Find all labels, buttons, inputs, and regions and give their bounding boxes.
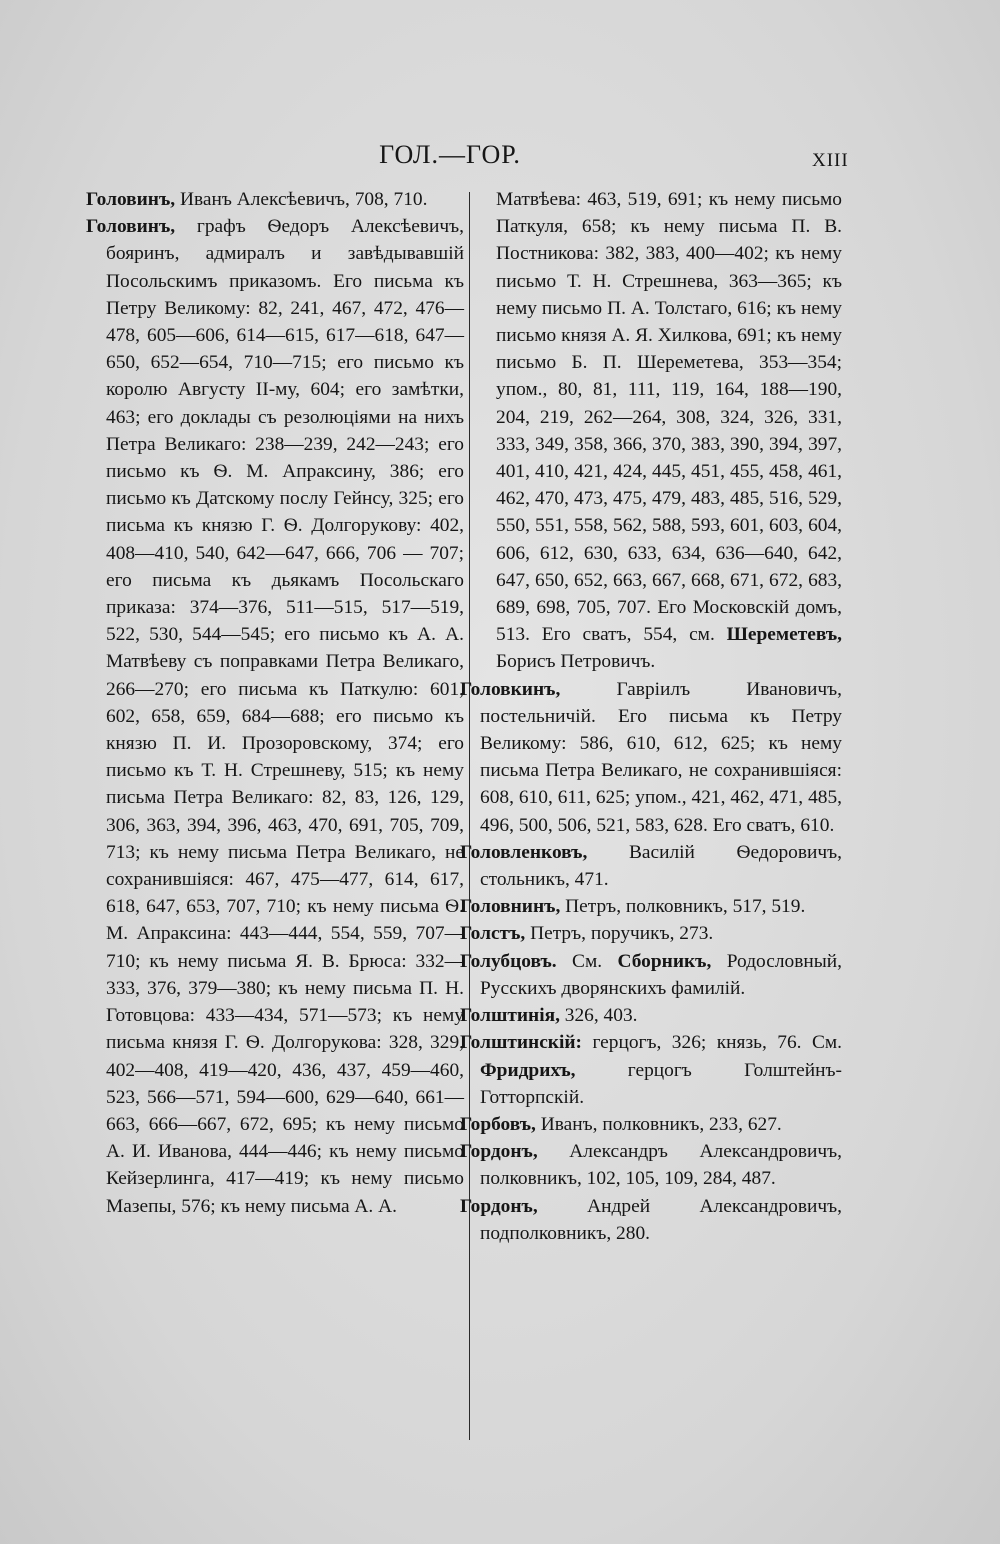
entry-heading: Горбовъ, xyxy=(460,1113,536,1135)
index-entry xyxy=(460,1002,842,1029)
entry-heading: Голштинскій: xyxy=(460,1032,582,1054)
index-entry xyxy=(460,1029,842,1111)
index-entry xyxy=(460,186,842,676)
entry-text: Петръ, полковникъ, 517, 519. xyxy=(560,896,806,918)
entry-cross-reference: Фридрихъ, xyxy=(480,1059,576,1081)
index-entry xyxy=(460,676,842,839)
entry-heading: Головинъ, xyxy=(86,189,176,210)
index-entry xyxy=(460,1111,842,1138)
index-entry xyxy=(86,186,464,213)
entry-text: См. xyxy=(556,950,618,972)
entry-text: Василій Ѳедоровичъ, стольникъ, 471. xyxy=(480,841,842,891)
entry-text: Александръ Александровичъ, полковникъ, 102, 105, 109, 284, 487. xyxy=(480,1141,842,1190)
entry-text: Петръ, поручикъ, 273. xyxy=(525,923,714,945)
entry-cross-reference: Сборникъ, xyxy=(617,950,712,972)
index-entry xyxy=(460,1193,842,1247)
running-head: ГОЛ.—ГОР. xyxy=(379,140,521,169)
entry-text: графъ Ѳедоръ Алексѣевичъ, бояринъ, адмиралъ и завѣдывавшій Посольскимъ приказомъ. Его письма къ Петру Великому: 82, 241, 467, 472, 476—478, 605—606, 614—615, 617—618, 647—650, 652—654, 710—715; его письмо къ королю Августу II-му, 604; его замѣтки, 463; его доклады съ резолюціями на нихъ Петра Великаго: 238—239, 242—243; его письмо къ Ѳ. М. Апраксину, 386; его письмо къ Датскому послу Гейнсу, 325; его письма къ князю Г. Ѳ. Долгорукову: 402, 408—410, 540, 642—647, 666, 706 — 707; его письма къ дьякамъ Посольскаго приказа: 374—376, 511—515, 517—519, 522, 530, 544—545; его письмо къ А. А. Матвѣеву съ поправками Петра Великаго, 266—270; его письма къ Паткулю: 601, 602, 658, 659, 684—688; его письмо къ князю П. И. Прозоровскому, 374; его письмо къ Т. Н. Стрешневу, 515; къ нему письма Петра Великаго: 82, 83, 126, 129, 306, 363, 394, 396, 463, 470, 691, 705, 709, 713; къ нему письма Петра Великаго, не сохранившіяся: 467, 475—477, 614, 617, 618, 647, 653, 707, 710; къ нему письма Ѳ. М. Апраксина: 443—444, 554, 559, 707—710; къ нему письма Я. В. Брюса: 332—333, 376, 379—380; къ нему письма П. Н. Готовцова: 433—434, 571—573; къ нему письма князя Г. Ѳ. Долгорукова: 328, 329, 402—408, 419—420, 436, 437, 459—460, 523, 566—571, 594—600, 629—640, 661—663, 666—667, 672, 695; къ нему письмо А. И. Иванова, 444—446; къ нему письмо Кейзерлинга, 417—419; къ нему письмо Мазепы, 576; къ нему письма А. А. xyxy=(106,216,464,1217)
entry-heading: Голстъ, xyxy=(460,923,526,945)
entry-heading: Голштинія, xyxy=(460,1005,560,1027)
index-entry xyxy=(460,1138,842,1192)
right-column xyxy=(460,186,842,1247)
page-number: XIII xyxy=(812,150,849,171)
index-entry xyxy=(460,893,842,920)
entry-text: Иванъ, полковникъ, 233, 627. xyxy=(535,1113,782,1135)
entry-text: герцогъ Голштейнъ-Готторпскій. xyxy=(480,1059,842,1108)
entry-text: Иванъ Алексѣевичъ, 708, 710. xyxy=(175,189,428,210)
entry-heading: Гордонъ, xyxy=(460,1195,538,1217)
entry-text: Матвѣева: 463, 519, 691; къ нему письмо Паткуля, 658; къ нему письма П. В. Постникова: 382, 383, 400—402; къ нему письмо Т. Н. Стрешнева, 363—365; къ нему письмо П. А. Толстаго, 616; къ нему письмо князя А. Я. Хилкова, 691; къ нему письмо Б. П. Шереметева, 353—354; упом., 80, 81, 111, 119, 164, 188—190, 204, 219, 262—264, 308, 324, 326, 331, 333, 349, 358, 366, 370, 383, 390, 394, 397, 401, 410, 421, 424, 445, 451, 455, 458, 461, 462, 470, 473, 475, 479, 483, 485, 516, 529, 550, 551, 558, 562, 588, 593, 601, 603, 604, 606, 612, 630, 633, 634, 636—640, 642, 647, 650, 652, 663, 667, 668, 671, 672, 683, 689, 698, 705, 707. Его Московскій домъ, 513. Его сватъ, 554, см. xyxy=(496,189,842,646)
entry-text: Андрей Александровичъ, подполковникъ, 280. xyxy=(480,1195,842,1244)
entry-heading: Гордонъ, xyxy=(460,1141,538,1163)
entry-text: Родословный, Русскихъ дворянскихъ фамилій. xyxy=(480,950,842,999)
entry-heading: Головнинъ, xyxy=(460,896,561,918)
entry-text: герцогъ, 326; князь, 76. См. xyxy=(582,1032,842,1054)
entry-heading: Голубцовъ. xyxy=(460,950,557,972)
index-entry xyxy=(86,213,464,1220)
index-entry xyxy=(460,948,842,1002)
left-column xyxy=(86,186,464,1220)
index-entry xyxy=(460,839,842,893)
entry-heading: Головкинъ, xyxy=(460,678,561,700)
entry-text: Борисъ Петровичъ. xyxy=(496,651,656,673)
entry-cross-reference: Шереметевъ, xyxy=(726,624,842,646)
index-entry xyxy=(460,920,842,947)
entry-heading: Головинъ, xyxy=(86,216,176,238)
entry-text: Гавріилъ Ивановичъ, постельничій. Его письма къ Петру Великому: 586, 610, 612, 625; къ нему письма Петра Великаго, не сохранившіяся: 608, 610, 611, 625; упом., 421, 462, 471, 485, 496, 500, 506, 521, 583, 628. Его сватъ, 610. xyxy=(480,678,842,836)
entry-text: 326, 403. xyxy=(559,1005,638,1027)
entry-heading: Головленковъ, xyxy=(460,841,588,863)
